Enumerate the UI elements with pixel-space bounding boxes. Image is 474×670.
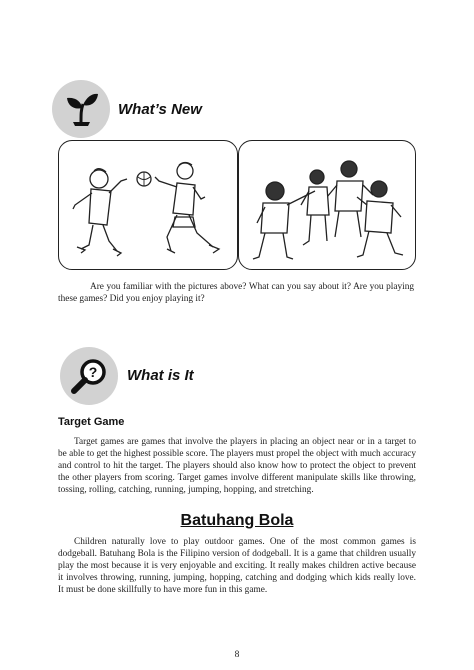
children-throwing-ball-illustration [59,141,237,269]
batuhang-bola-paragraph: Children naturally love to play outdoor games. One of the most common games is dodgeball. Batuhang Bola is the Filipino version of dodgeball. It is a game that children usually play the most because it is very enjoyable and exciting. It really makes children active because it involves throwing, running, jumping, hopping, catching and dodging which kids really love. It must be done skillfully to have more fun in this game. [58,537,416,595]
whats-new-question-text: Are you familiar with the pictures above? What can you say about it? Are you playing these games? Did you enjoy playing it? [58,282,414,304]
target-game-subheading: Target Game [58,416,125,428]
svg-text:?: ? [88,364,98,380]
whats-new-icon-badge [52,80,110,138]
what-is-it-heading: What is It [127,367,194,384]
children-dodgeball-illustration [239,141,415,269]
target-game-paragraph: Target games are games that involve the players in placing an object near or in a target to be able to get the highest possible score. The players must propel the object with much accuracy and control to hit the target. The players should also know how to protect the object to prevent the other players from scoring. Target games involve different manipulate skills like throwing, tossing, rolling, catching, running, jumping, hopping, and stretching. [58,437,416,495]
plant-sprout-icon [60,88,102,130]
whats-new-heading: What’s New [118,101,202,118]
picture-left-throwing [58,140,238,270]
what-is-it-icon-badge [60,347,118,405]
batuhang-bola-title: Batuhang Bola [180,512,294,529]
picture-right-dodgeball [238,140,416,270]
magnifier-question-icon [67,354,111,398]
page-number: 8 [234,650,240,660]
